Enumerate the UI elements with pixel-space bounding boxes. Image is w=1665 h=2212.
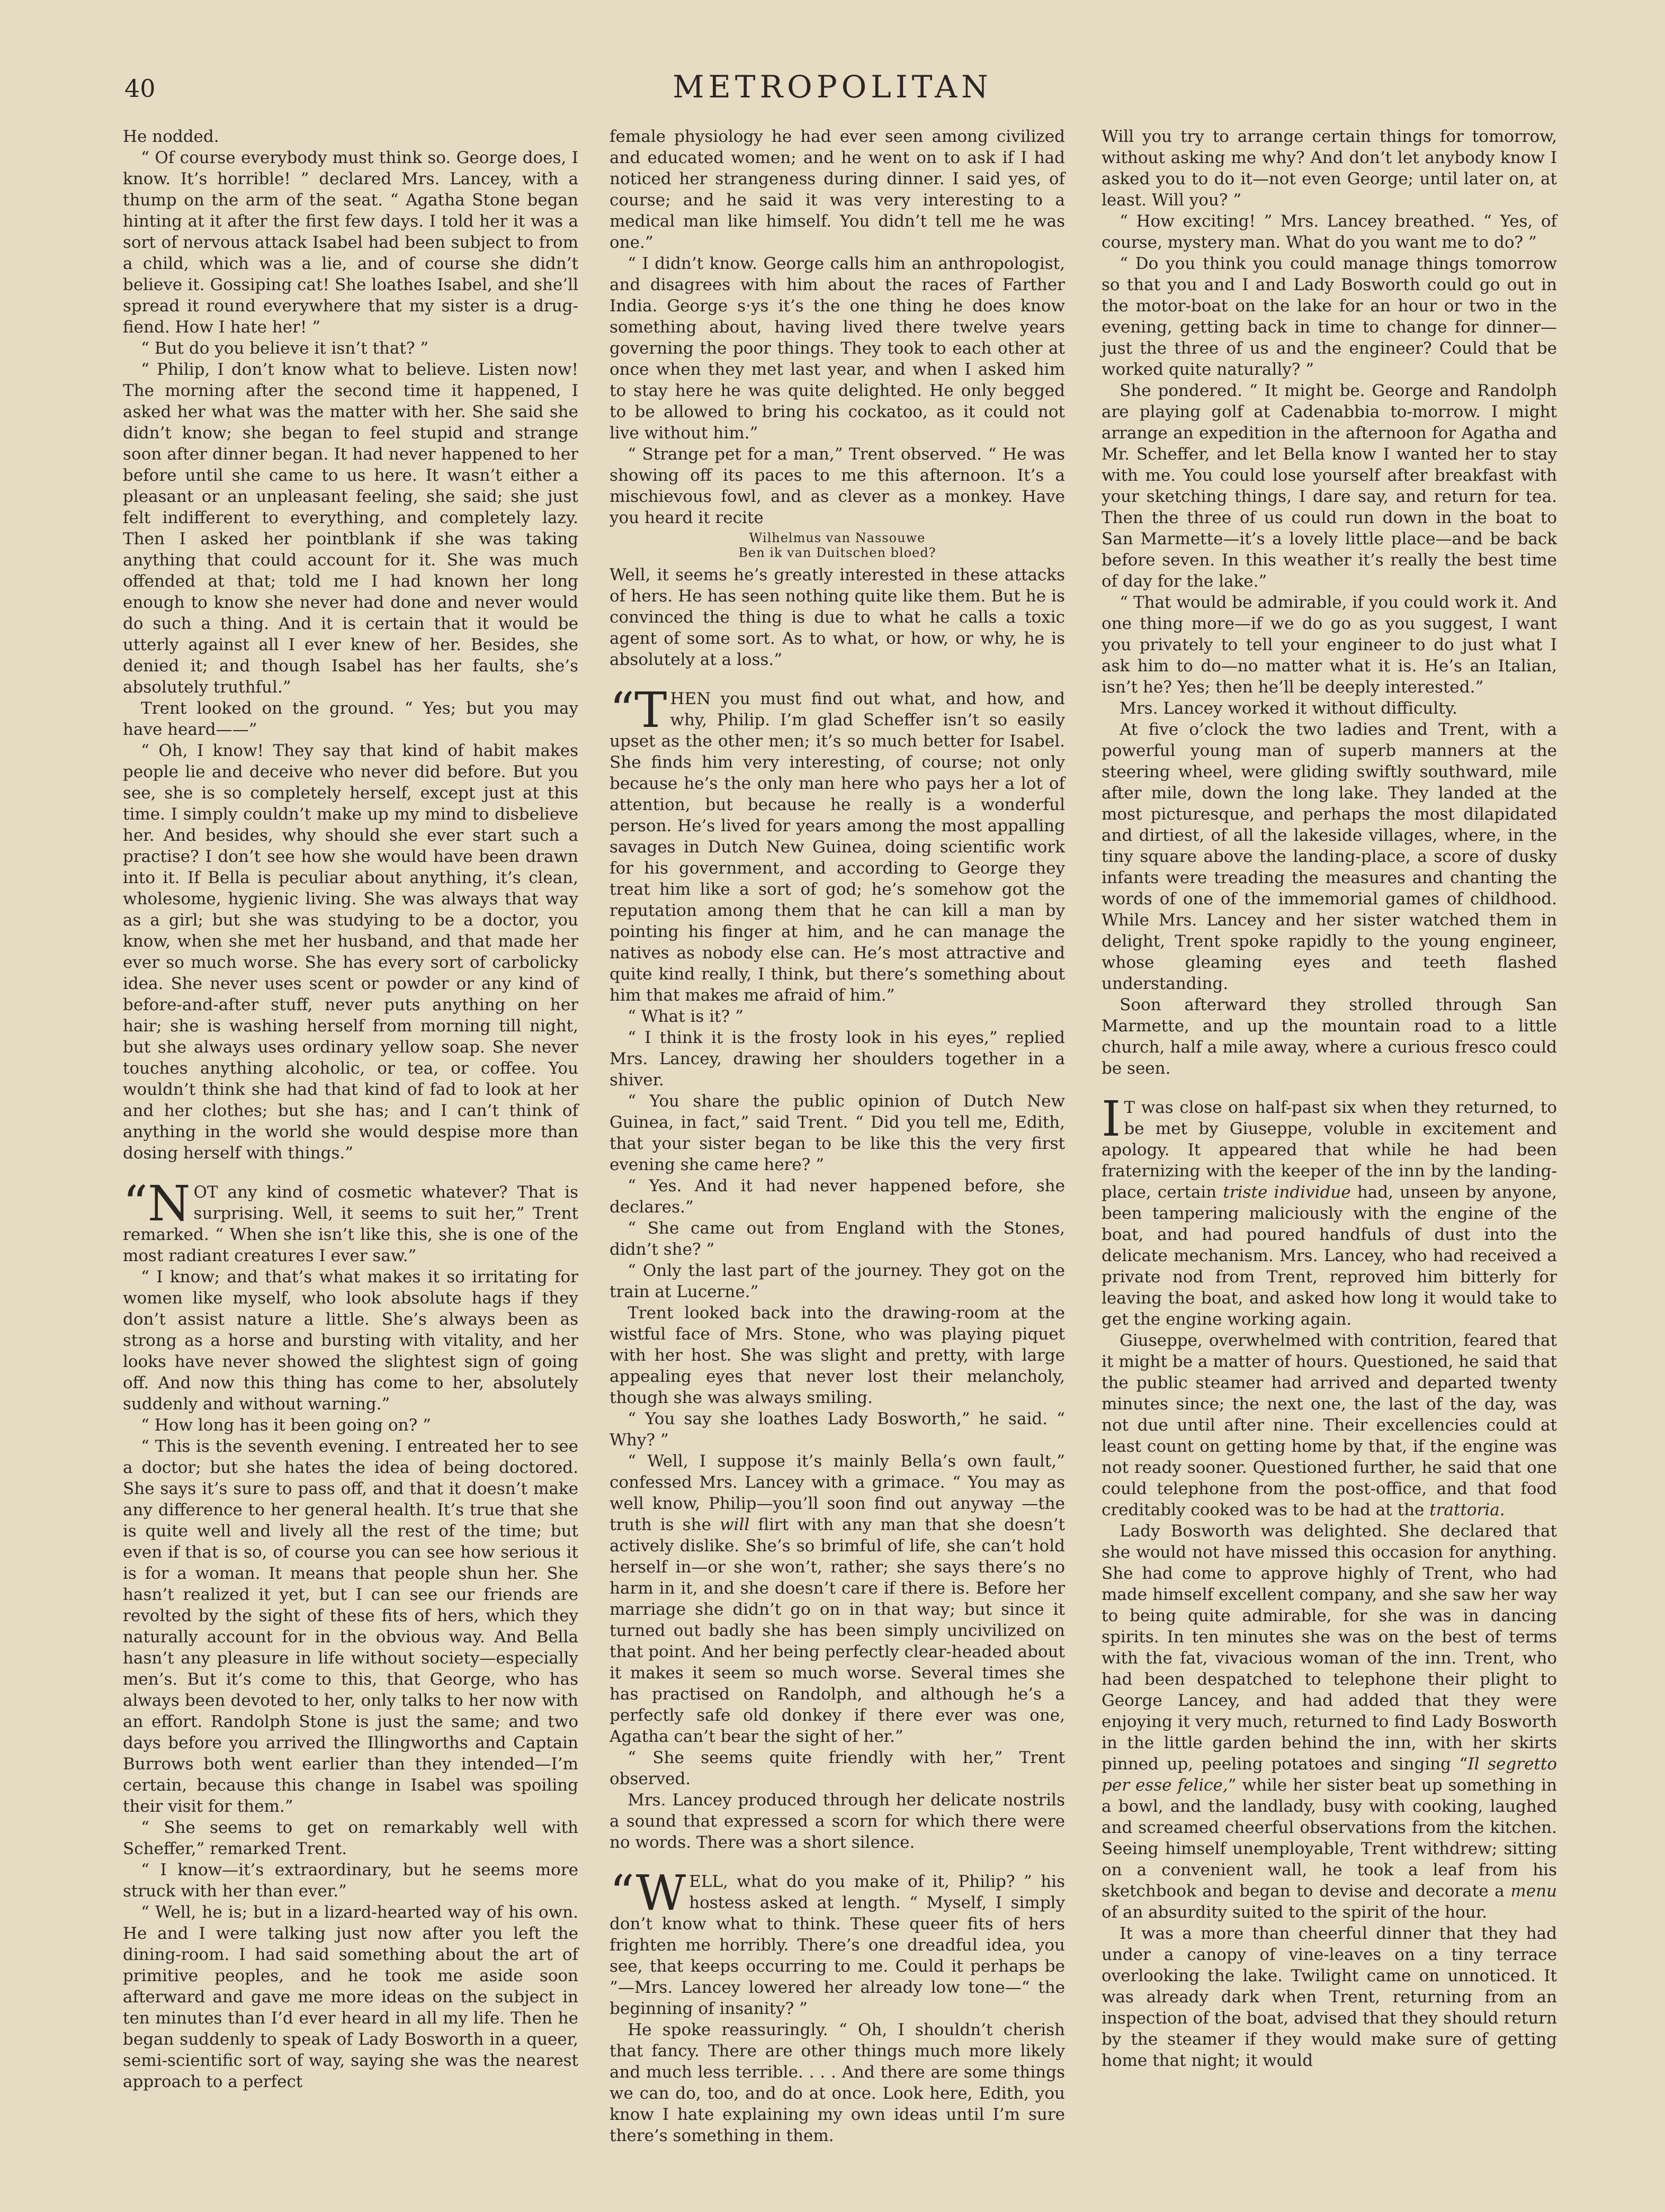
italic-word: will (719, 1515, 750, 1534)
paragraph: Trent looked on the ground. “ Yes; but you may have heard——” (123, 699, 578, 739)
paragraph: “ How exciting! ” Mrs. Lancey breathed. “ Yes, of course, mystery man. What do you want me to do? ” (1102, 212, 1557, 252)
paragraph: “ I know; and that’s what makes it so irritating for women like myself, who look absolute hags if they don’t assist nature a little. She’s always been as strong as a horse and bursting with vitality, and her looks have never showed the slightest sign of going off. And now this thing has come to her, absolutely suddenly and without warning.” (123, 1267, 578, 1414)
section-paragraph: “THEN you must find out what, and how, and why, Philip. I’m glad Scheffer isn’t so easily upset as the other men; it’s so much better for Isabel. She finds him very interesting, of course; not only because he’s the only man here who pays her a lot of attention, but because he really is a wonderful person. He’s lived for years among the most appalling savages in Dutch New Guinea, doing scientific work for his government, and according to George they treat him like a sort of god; he’s somehow got the reputation among them that he can kill a man by pointing his finger at him, and he can manage the natives as nobody else can. He’s most attractive and quite kind really, I think, but there’s something about him that makes me afraid of him.” (610, 682, 1065, 1005)
text-run: “ Well, I suppose it’s mainly Bella’s own fault,” confessed Mrs. Lancey with a grimace. “ You may as well know, Philip—you’ll soon find out anyway —the truth is she (610, 1452, 1065, 1534)
text-run: flirt with any man that she doesn’t actively dislike. She’s so brimful of life, she can’t hold herself in—or she won’t, rather; she says there’s no harm in it, and she doesn’t care if there is. Before her marriage she didn’t go on in that way; but since it turned out badly she has been simply uncivilized on that point. And her being perfectly clear-headed about it makes it seem so much worse. Several times she has practised on Randolph, and although he’s a perfectly safe old donkey if there ever was one, Agatha can’t bear the sight of her.” (610, 1515, 1066, 1746)
section-paragraph: “WELL, what do you make of it, Philip? ” his hostess asked at length. “ Myself, I simply don’t know what to think. These queer fits of hers frighten me horribly. There’s one dreadful idea, you see, that keeps occurring to me. Could it perhaps be ”—Mrs. Lancey lowered her already low tone—“ the beginning of insanity? ” (610, 1865, 1065, 2018)
paragraph (1102, 1521, 1557, 1923)
paragraph: “ What is it? ” (628, 1007, 744, 1026)
paragraph: “ She came out from England with the Stones, didn’t she? ” (610, 1219, 1065, 1259)
paragraph: At five o’clock the two ladies and Trent, with a powerful young man of superb manners at the steering wheel, were gliding swiftly southward, mile after mile, down the long lake. They landed at the most picturesque, and perhaps the most dilapidated and dirtiest, of all the lakeside villages, where, in the tiny square above the landing-place, a score of dusky infants were treading the measures and chanting the words of one of the immemorial games of childhood. While Mrs. Lancey and her sister watched them in delight, Trent spoke rapidly to the young engineer, whose gleaming eyes and teeth flashed understanding. (1102, 720, 1557, 993)
paragraph: “ Well, he is; but in a lizard-hearted way of his own. He and I were talking just now after you left the dining-room. I had said something about the art of primitive peoples, and he took me aside soon afterward and gave me more ideas on the subject in ten minutes than I’d ever heard in all my life. Then he began suddenly to speak of Lady Bosworth in a queer, semi-scientific sort of way, saying she was the nearest approach to a perfect (123, 1903, 578, 2091)
paragraph: It was a more than cheerful dinner that they had under a canopy of vine-leaves on a tiny terrace overlooking the lake. Twilight came on unnoticed. It was already dark when Trent, returning from an inspection of the boat, advised that they should return by the steamer if they would make sure of getting home that night; it would (1102, 1924, 1557, 2070)
paragraph: Mrs. Lancey worked it without difficulty. (1120, 699, 1457, 718)
paragraph: “ This is the seventh evening. I entreated her to see a doctor; but she hates the idea of being doctored. She says it’s sure to pass off, and that it doesn’t make any difference to her general health. It’s true that she is quite well and lively all the rest of the time; but even if that is so, of course you can see how serious it is for a woman. It means that people shun her. She hasn’t realized it yet, but I can see our friends are revolted by the sight of these fits of hers, which they naturally account for in the obvious way. And Bella hasn’t any pleasure in life without society—especially men’s. But it’s come to this, that George, who has always been devoted to her, only talks to her now with an effort. Randolph Stone is just the same; and two days before you arrived the Illingworths and Captain Burrows both went earlier than they intended—I’m certain, because this change in Isabel was spoiling their visit for them.” (123, 1437, 578, 1816)
paragraph: “ She seems quite friendly with her,” Trent observed. (610, 1748, 1065, 1788)
italic-phrase: triste individue (1223, 1183, 1351, 1202)
magazine-title: METROPOLITAN (673, 69, 992, 105)
paragraph: female physiology he had ever seen among civilized and educated women; and he went on to ask if I had noticed her strangeness during dinner. I said yes, of course; and he said it was very interesting to a medical man like himself. You didn’t tell me he was one.” (610, 127, 1065, 252)
page-header (0, 69, 1665, 111)
paragraph: He spoke reassuringly. “ Oh, I shouldn’t cherish that fancy. There are other things much more likely and much less terrible. . . . And there are some things we can do, too, and do at once. Look here, Edith, you know I hate explaining my own ideas until I’m sure there’s something in them. (610, 2020, 1065, 2145)
paragraph: “ You say she loathes Lady Bosworth,” he said. “ Why? ” (610, 1409, 1065, 1450)
verse-line: Ben ik van Duitschen bloed? (738, 545, 936, 560)
paragraph: “ You share the public opinion of Dutch New Guinea, in fact,” said Trent. “ Did you tell me, Edith, that your sister began to be like this the very first evening she came here? ” (610, 1092, 1065, 1174)
paragraph: Well, it seems he’s greatly interested in these attacks of hers. He has seen nothing quite like them. But he is convinced the thing is due to what he calls a toxic agent of some sort. As to what, or how, or why, he is absolutely at a loss.” (610, 565, 1065, 669)
paragraph: “ That would be admirable, if you could work it. And one thing more—if we do go as you suggest, I want you privately to tell your engineer to do just what I ask him to do—no matter what it is. He’s an Italian, isn’t he? Yes; then he’ll be deeply interested.” (1102, 593, 1557, 697)
paragraph: Will you try to arrange certain things for tomorrow, without asking me why? And don’t let anybody know I asked you to do it—not even George; until later on, at least. Will you? ” (1102, 127, 1557, 210)
paragraph: Soon afterward they strolled through San Marmette, and up the mountain road to a little church, half a mile away, where a curious fresco could be seen. (1102, 995, 1557, 1078)
paragraph (610, 1451, 1065, 1747)
text-run: IT was close on half-past six when they returned, to be met by Giuseppe, voluble in excitement and apology. It appeared that while he had been fraternizing with the keeper of the inn by the landing-place, certain (1102, 1091, 1557, 1202)
column-3 (1102, 126, 1557, 2071)
paragraph: He nodded. (123, 127, 219, 146)
section-paragraph (1102, 1091, 1557, 1330)
page-number: 40 (124, 74, 156, 103)
paragraph: “ Yes. And it had never happened before, she declares.” (610, 1176, 1065, 1217)
text-run: of an absurdity suited to the spirit of the hour. (1102, 1903, 1487, 1922)
text-run: had, unseen by anyone, been tampering maliciously with the engine of the boat, and had poured handfuls of dust into the delicate mechanism. Mrs. Lancey, who had received a private nod from Trent, reproved him bitterly for leaving the boat, and asked how long it would take to get the engine working again. (1102, 1183, 1557, 1329)
section-paragraph: “NOT any kind of cosmetic whatever? That is surprising. Well, it seems to suit her,” Trent remarked. “ When she isn’t like this, she is one of the most radiant creatures I ever saw.” (123, 1175, 578, 1265)
paragraph: “ How long has it been going on? ” (141, 1416, 431, 1435)
paragraph: “ Only the last part of the journey. They got on the train at Lucerne.” (610, 1261, 1065, 1301)
verse-line: Wilhelmus van Nassouwe (749, 530, 926, 545)
paragraph: She pondered. “ It might be. George and Randolph are playing golf at Cadenabbia to-morrow. I might arrange an expedition in the afternoon for Agatha and Mr. Scheffer, and let Bella know I wanted her to stay with me. You could lose yourself after breakfast with your sketching things, I dare say, and return for tea. Then the three of us could run down in the boat to San Marmette—it’s a lovely little place—and be back before seven. In this weather it’s really the best time of day for the lake.” (1102, 381, 1557, 591)
column-1 (123, 126, 578, 2092)
column-2 (610, 126, 1065, 2146)
paragraph: “ I think it is the frosty look in his eyes,” replied Mrs. Lancey, drawing her shoulders together in a shiver. (610, 1028, 1065, 1090)
text-run: Giuseppe, overwhelmed with contrition, feared that it might be a matter of hours. Questioned, he said that the public steamer had arrived and departed twenty minutes since; the next one, the last of the day, was not due until after nine. Their excellencies could at least count on getting home by that, if the engine was not ready sooner. Questioned further, he said that one could telephone from the post-office, and that food creditably cooked was to be had at the (1102, 1331, 1557, 1519)
text-run: ” while her sister beat up something in a bowl, and the landlady, busy with cooking, laughed and screamed cheerful observations from the kitchen. Seeing himself unemployable, Trent withdrew; sitting on a convenient wall, he took a leaf from his sketchbook and began to devise and decorate a (1102, 1776, 1557, 1901)
paragraph: “ I didn’t know. George calls him an anthropologist, and disagrees with him about the races of Farther India. George s·ys it’s the one thing he does know something about, having lived there twelve years governing the poor things. They took to each other at once when they met last year, and when I asked him to stay here he was quite delighted. He only begged to be allowed to bring his cockatoo, as it could not live without him.” (610, 254, 1065, 443)
paragraph: “ Strange pet for a man,” Trent observed. “ He was showing off its paces to me this afternoon. It’s a mischievous fowl, and as clever as a monkey. Have you heard it recite (610, 445, 1065, 527)
paragraph: “ She seems to get on remarkably well with Scheffer,” remarked Trent. (123, 1818, 578, 1858)
italic-phrase: Il segretto per esse felice, (1102, 1755, 1557, 1795)
paragraph: “ But do you believe it isn’t that? ” (141, 339, 429, 358)
paragraph: “ Do you think you could manage things tomorrow so that you and I and Lady Bosworth could go out in the motor-boat on the lake for an hour or two in the evening, getting back in time to change for dinner—just the three of us and the engineer? Could that be worked quite naturally? ” (1102, 254, 1557, 379)
paragraph: “ Of course everybody must think so. George does, I know. It’s horrible! ” declared Mrs. Lancey, with a thump on the arm of the seat. “ Agatha Stone began hinting at it after the first few days. I told her it was a sort of nervous attack Isabel had been subject to from a child, which was a lie, and of course she didn’t believe it. Gossiping cat! She loathes Isabel, and she’ll spread it round everywhere that my sister is a drug-fiend. How I hate her! ” (123, 148, 578, 337)
paragraph: “ Oh, I know! They say that kind of habit makes people lie and deceive who never did before. But you see, she is so completely herself, except just at this time. I simply couldn’t make up my mind to disbelieve her. And besides, why should she ever start such a practise? I don’t see how she would have been drawn into it. If Bella is peculiar about anything, it’s clean, wholesome, hygienic living. She was always that way as a girl; but she was studying to be a doctor, you know, when she met her husband, and that made her ever so much worse. She has every sort of carbolicky idea. She never uses scent or powder or any kind of before-and-after stuff, never puts anything on her hair; she is washing herself from morning till night, but she always uses ordinary yellow soap. She never touches anything alcoholic, or tea, or coffee. You wouldn’t think she had that kind of fad to look at her and her clothes; but she has; and I can’t think of anything in the world she would despise more than dosing herself with things.” (123, 741, 578, 1163)
verse-quote (610, 530, 1065, 560)
paragraph: “ Philip, I don’t know what to believe. Listen now! The morning after the second time it happened, I asked her what was the matter with her. She said she didn’t know; she began to feel stupid and strange soon after dinner began. It had never happened to her before until she came to us here. It wasn’t either a pleasant or an unpleasant feeling, she said; she just felt indifferent to everything, and completely lazy. Then I asked her pointblank if she was taking anything that could account for it. She was much offended at that; told me I had known her long enough to know she never had done and never would do such a thing. And it is certain that it would be utterly against all I ever knew of her. Besides, she denied it; and though Isabel has her faults, she’s absolutely truthful.” (123, 360, 578, 697)
paragraph: Trent looked back into the drawing-room at the wistful face of Mrs. Stone, who was playing piquet with her host. She was slight and pretty, with large appealing eyes that never lost their melancholy, though she was always smiling. (610, 1303, 1065, 1407)
italic-word: trattoria. (1429, 1500, 1505, 1519)
italic-word: menu (1510, 1882, 1557, 1901)
paragraph: “ I know—it’s extraordinary, but he seems more struck with her than ever.” (123, 1860, 578, 1901)
text-run: Lady Bosworth was delighted. She declared that she would not have missed this occasion for anything. She had come to approve highly of Trent, who had made himself excellent company, and she saw her way to being quite admirable, for she was in dancing spirits. In ten minutes she was on the best of terms with the fat, vivacious woman of the inn. Trent, who had been despatched to telephone their plight to George Lancey, and had added that they were enjoying it very much, returned to find Lady Bosworth in the little garden behind the inn, with her skirts pinned up, peeling potatoes and singing “ (1102, 1522, 1557, 1774)
paragraph (1102, 1330, 1557, 1521)
paragraph: Mrs. Lancey produced through her delicate nostrils a sound that expressed a scorn for which there were no words. There was a short silence. (610, 1791, 1065, 1852)
